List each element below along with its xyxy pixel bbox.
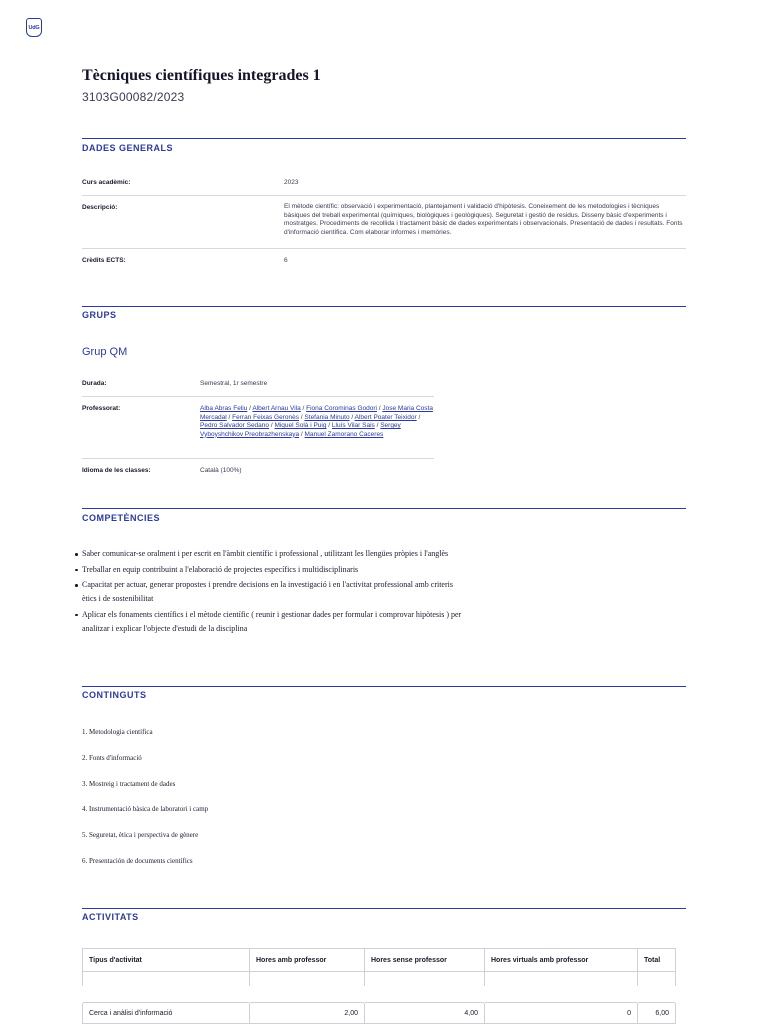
section-divider xyxy=(82,686,686,687)
table-spacer-row xyxy=(83,972,676,987)
content-item: 1. Metodologia científica xyxy=(82,728,153,736)
content-item: 6. Presentación de documents científics xyxy=(82,857,193,865)
udg-logo[interactable] xyxy=(26,18,42,37)
academic-year-value: 2023 xyxy=(284,179,299,186)
group-title: Grup QM xyxy=(82,346,128,358)
section-divider xyxy=(82,508,686,509)
table-gap xyxy=(83,986,676,1003)
separator: / xyxy=(247,405,253,412)
section-title-activities: ACTIVITATS xyxy=(82,912,139,922)
professor-link[interactable]: Fiona Corominas Godori xyxy=(306,405,377,412)
professor-link[interactable]: Albert Poater Teixidor xyxy=(354,413,417,421)
section-divider xyxy=(82,908,686,909)
academic-year-label: Curs acadèmic: xyxy=(82,179,131,186)
list-item: Saber comunicar-se oralment i per escrit en l'àmbit científic i professional , utilitzant les llengües pròpies i l'anglès xyxy=(82,547,462,561)
table-header-row xyxy=(83,949,676,972)
column-header: Hores sense professor xyxy=(365,949,485,972)
separator: / xyxy=(374,422,381,429)
ects-value: 6 xyxy=(284,257,288,264)
competences-list xyxy=(82,547,462,637)
professor-link[interactable]: Albert Arnau Vila xyxy=(252,405,301,412)
column-header: Total xyxy=(638,949,676,972)
separator: / xyxy=(349,413,355,421)
row-divider xyxy=(82,248,686,249)
row-divider xyxy=(82,458,434,459)
table-cell: Cerca i anàlisi d'informació xyxy=(83,1003,250,1024)
description-value: El mètode científic: observació i experimentació, plantejament i validació d'hipòtesis. Coneixement de les metodologies i tècniques bàsiques del treball experimental (químiques, biològiques i geològiques). Seguretat i gestió de residus. Disseny bàsic d'experiments i mostratges. Procediments de recollida i tractament bàsic de dades experimentals i observacionals. Presentació de dades i resultats. Fonts d'informació científica. Com elaborar informes i memòries. xyxy=(284,203,683,236)
row-divider xyxy=(82,396,434,397)
section-title-contents: CONTINGUTS xyxy=(82,690,147,700)
list-item: Treballar en equip contribuint a l'elaboració de projectes específics i multidisciplinaris xyxy=(82,563,462,577)
content-item: 3. Mostreig i tractament de dades xyxy=(82,780,176,788)
section-title-groups: GRUPS xyxy=(82,310,117,320)
section-title-competences: COMPETÈNCIES xyxy=(82,513,161,523)
language-value: Català (100%) xyxy=(200,467,242,474)
section-divider xyxy=(82,306,686,307)
list-item: Capacitat per actuar, generar propostes i prendre decisions en la investigació i en l'activitat professional amb criteris ètics i de sostenibilitat xyxy=(82,578,462,606)
table-cell: 6,00 xyxy=(638,1003,676,1024)
column-header: Hores virtuals amb professor xyxy=(485,949,638,972)
logo-text: UdG xyxy=(28,24,40,31)
language-label: Idioma de les classes: xyxy=(82,467,151,474)
table-cell: 0 xyxy=(485,1003,638,1024)
professors-label: Professorat: xyxy=(82,405,121,412)
row-divider xyxy=(82,195,686,196)
section-title-general: DADES GENERALS xyxy=(82,143,174,153)
column-header: Hores amb professor xyxy=(250,949,365,972)
separator: / xyxy=(226,413,233,421)
separator: / xyxy=(299,413,305,421)
page-title: Tècniques científiques integrades 1 xyxy=(82,67,321,84)
ects-label: Crèdits ECTS: xyxy=(82,257,126,264)
table-row xyxy=(83,1003,676,1024)
professor-link[interactable]: Pedro Salvador Sedano xyxy=(200,422,270,429)
professor-link[interactable]: Manuel Zamorano Caceres xyxy=(304,430,384,438)
section-divider xyxy=(82,138,686,139)
separator: / xyxy=(376,405,383,412)
table-cell: 2,00 xyxy=(250,1003,365,1024)
subject-code: 3103G00082/2023 xyxy=(82,90,185,104)
separator: / xyxy=(416,413,421,421)
content-item: 4. Instrumentació bàsica de laboratori i camp xyxy=(82,805,209,813)
professors-list xyxy=(200,405,434,439)
content-item: 2. Fonts d'informació xyxy=(82,754,142,762)
professor-link[interactable]: Alba Abras Feliu xyxy=(200,405,248,412)
professor-link[interactable]: Sergey Vyboyshchikov Preobrazhenskaya xyxy=(200,422,401,438)
separator: / xyxy=(326,422,332,429)
professor-link[interactable]: Miquel Solà i Puig xyxy=(274,422,327,429)
table-cell: 4,00 xyxy=(365,1003,485,1024)
separator: / xyxy=(269,422,275,429)
professor-link[interactable]: Stefania Minuto xyxy=(304,413,350,421)
column-header: Tipus d'activitat xyxy=(83,949,250,972)
professor-link[interactable]: Ferran Feixas Geronès xyxy=(232,413,299,421)
description-label: Descripció: xyxy=(82,204,118,211)
activities-table xyxy=(82,948,676,1024)
duration-label: Durada: xyxy=(82,380,107,387)
list-item: Aplicar els fonaments científics i el mètode científic ( reunir i gestionar dades per formular i comprovar hipòtesis ) per analitzar i explicar l'objecte d'estudi de la disciplina xyxy=(82,608,462,636)
professor-link[interactable]: Lluís Vilar Sais xyxy=(331,422,375,429)
professor-link[interactable]: Jose Maria Costa Mercadal xyxy=(200,405,433,421)
separator: / xyxy=(300,405,307,412)
content-item: 5. Seguretat, ètica i perspectiva de gènere xyxy=(82,831,199,839)
duration-value: Semestral, 1r semestre xyxy=(200,380,268,387)
separator: / xyxy=(299,430,305,438)
